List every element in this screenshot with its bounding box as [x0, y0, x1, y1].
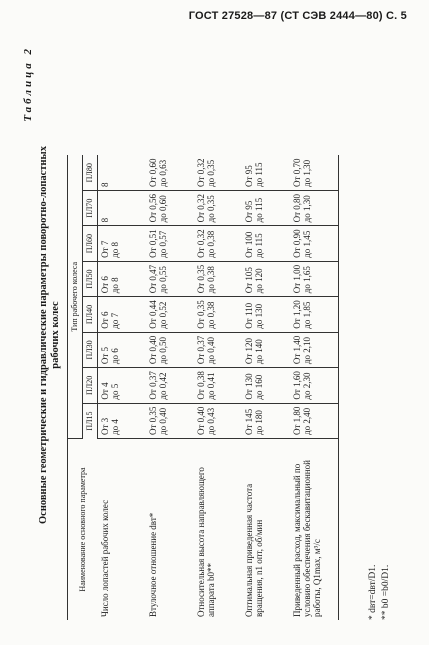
parameter-value: От 0,60 до 0,63: [146, 156, 194, 191]
parameter-value: От 0,32 до 0,35: [194, 156, 242, 191]
parameter-value: От 0,32 до 0,38: [194, 226, 242, 261]
column-header-ПЛ60: ПЛ60: [83, 226, 98, 261]
column-header-ПЛ40: ПЛ40: [83, 297, 98, 332]
parameter-value: 8: [98, 190, 147, 225]
footnote-2: ** b0 =b0/D1.: [381, 564, 391, 620]
parameter-value: От 1,00 до 1,65: [290, 261, 339, 296]
column-header-ПЛ20: ПЛ20: [83, 368, 98, 403]
table-row: [290, 156, 339, 621]
parameter-value: От 0,80 до 1,30: [290, 190, 339, 225]
parameter-value: От 0,44 до 0,52: [146, 297, 194, 332]
parameter-value: От 1,20 до 1,85: [290, 297, 339, 332]
parameter-name: Втулочное отношение dвт*: [148, 512, 158, 617]
parameter-value: От 0,32 до 0,35: [194, 190, 242, 225]
parameter-value: От 105 до 120: [242, 261, 290, 296]
table-title-line2: рабочих колес: [50, 301, 61, 369]
parameter-value: От 7 до 8: [98, 226, 147, 261]
parameter-value: От 0,38 до 0,41: [194, 368, 242, 403]
parameter-value: От 95 до 115: [242, 190, 290, 225]
table-row: [98, 156, 147, 621]
parameter-value: От 1,80 до 2,40: [290, 403, 339, 438]
parameter-value: От 145 до 180: [242, 403, 290, 438]
parameter-value: От 6 до 8: [98, 261, 147, 296]
parameter-value: От 95 до 115: [242, 156, 290, 191]
parameter-value: От 0,37 до 0,40: [194, 332, 242, 367]
column-header-ПЛ30: ПЛ30: [83, 332, 98, 367]
page-header: ГОСТ 27528—87 (СТ СЭВ 2444—80) С. 5: [188, 10, 407, 22]
parameter-value: От 0,37 до 0,42: [146, 368, 194, 403]
parameter-value: От 100 до 115: [242, 226, 290, 261]
parameter-value: От 120 до 140: [242, 332, 290, 367]
footnotes: [367, 565, 393, 620]
column-header-ПЛ50: ПЛ50: [83, 261, 98, 296]
parameter-value: От 1,40 до 2,10: [290, 332, 339, 367]
parameter-value: От 5 до 6: [98, 332, 147, 367]
table-label: Таблица 2: [22, 46, 34, 122]
parameter-value: От 0,47 до 0,55: [146, 261, 194, 296]
parameter-value: От 0,40 до 0,43: [194, 403, 242, 438]
column-header-ПЛ70: ПЛ70: [83, 190, 98, 225]
parameter-value: От 0,35 до 0,38: [194, 297, 242, 332]
table-row: [194, 156, 242, 621]
parameter-value: От 0,35 до 0,38: [194, 261, 242, 296]
parameters-table: [67, 156, 339, 621]
column-header-ПЛ15: ПЛ15: [83, 403, 98, 438]
group-header: Тип рабочего колеса: [68, 156, 83, 439]
parameter-name: Оптимальная приведенная частота вращения, n1 опт, об/мин: [244, 483, 264, 617]
table-row: [242, 156, 290, 621]
parameter-value: От 0,56 до 0,60: [146, 190, 194, 225]
parameter-value: От 0,40 до 0,50: [146, 332, 194, 367]
table-title-line1: Основные геометрические и гидравлические параметры поворотно-лопастных: [38, 146, 49, 524]
parameter-value: От 110 до 130: [242, 297, 290, 332]
parameter-value: От 0,35 до 0,40: [146, 403, 194, 438]
rotated-page-content: [12, 40, 416, 630]
parameter-value: От 1,60 до 2,30: [290, 368, 339, 403]
parameter-value: 8: [98, 156, 147, 191]
footnote-1: * dвт=dвт/D1.: [368, 564, 378, 620]
parameter-value: От 4 до 5: [98, 368, 147, 403]
table-row: [146, 156, 194, 621]
column-header-ПЛ80: ПЛ80: [83, 156, 98, 191]
table-title: [38, 40, 62, 630]
parameter-name: Число лопастей рабочих колес: [99, 499, 110, 617]
parameter-value: От 6 до 7: [98, 297, 147, 332]
parameter-name: Приведенный расход, максимальный по условию обеспечения бескавитационной работы, Q1max, м³/с: [290, 439, 339, 621]
param-column-header: Наименование основного параметра: [68, 439, 98, 621]
parameter-name: Относительная высота направляющего аппарата b0**: [196, 467, 216, 617]
parameter-value: От 0,70 до 1,30: [290, 156, 339, 191]
parameter-value: От 130 до 160: [242, 368, 290, 403]
parameter-value: От 0,51 до 0,57: [146, 226, 194, 261]
parameter-value: От 0,90 до 1,45: [290, 226, 339, 261]
parameter-value: От 3 до 4: [98, 403, 147, 438]
